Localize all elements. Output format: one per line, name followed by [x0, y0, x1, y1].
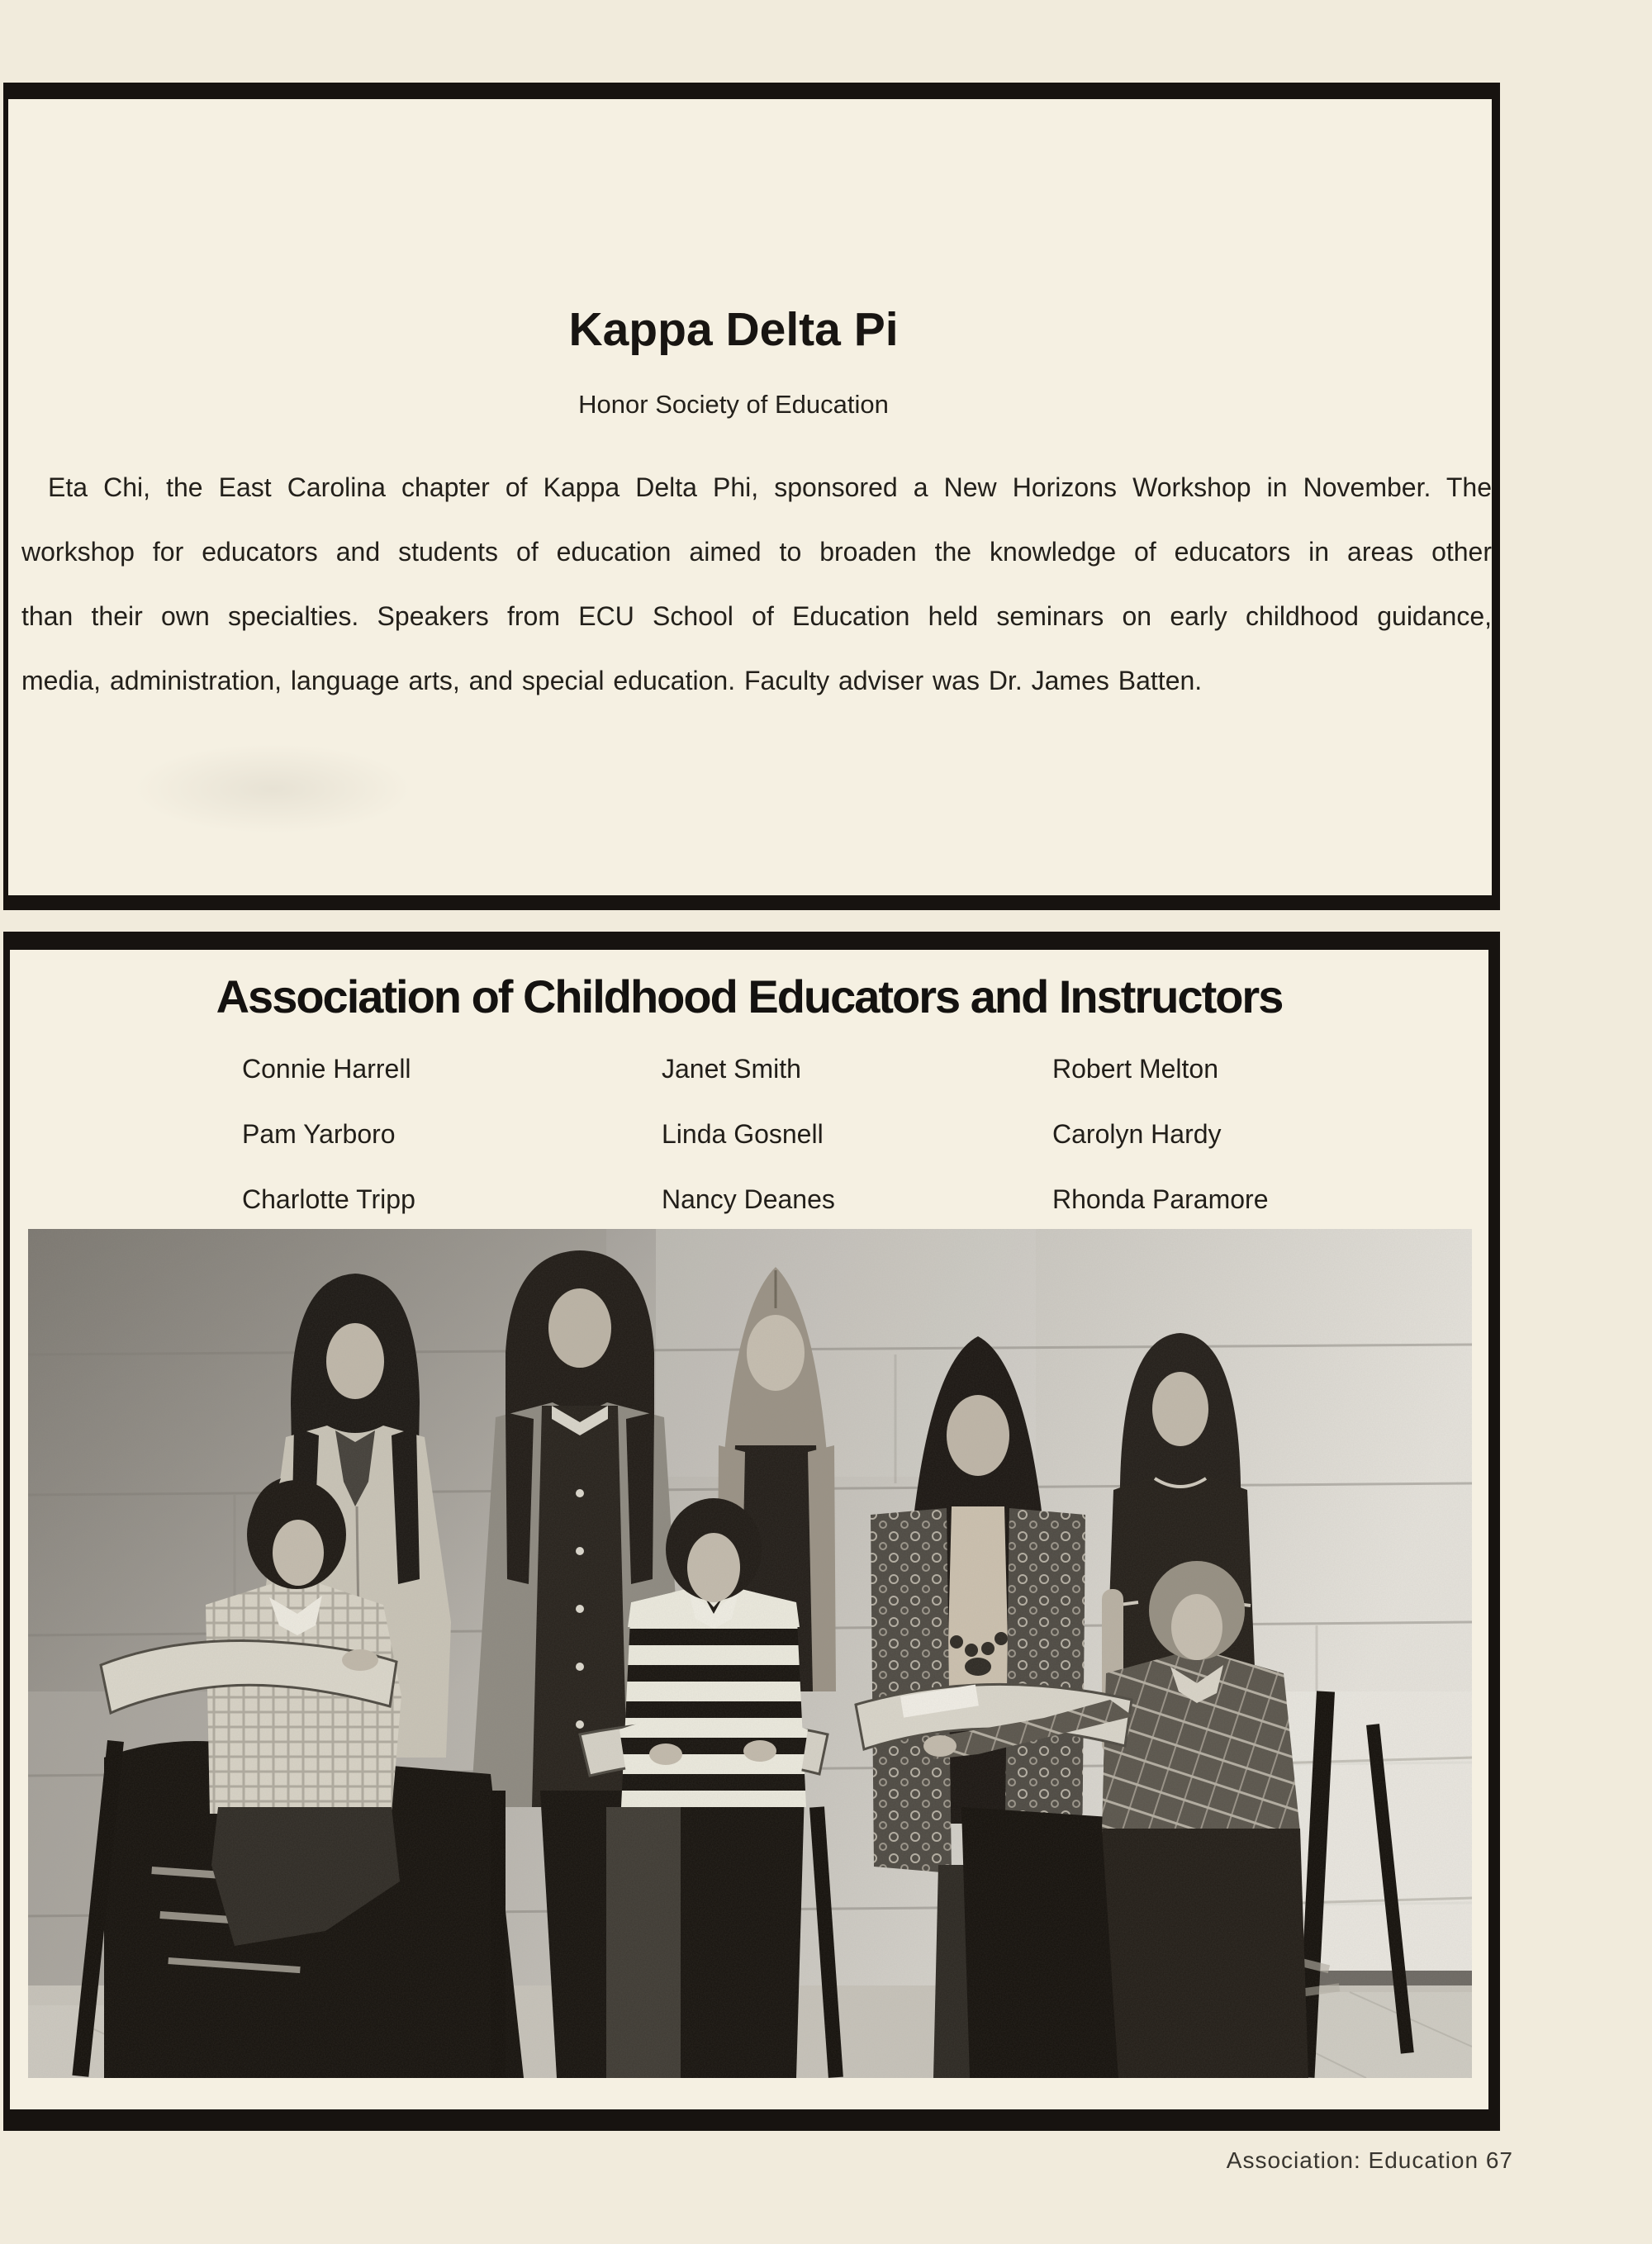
group-photo [28, 1229, 1472, 2078]
member-name: Janet Smith [662, 1054, 801, 1084]
body-line: Eta Chi, the East Carolina chapter of Kappa Delta Phi, sponsored a New Horizons Workshop in November. The [48, 472, 1492, 502]
member-name-list [242, 1054, 1268, 1250]
member-name: Carolyn Hardy [1052, 1119, 1222, 1149]
page-number: 67 [1485, 2147, 1513, 2173]
body-line: than their own specialties. Speakers from ECU School of Education held seminars on early childhood guidance, [21, 601, 1492, 631]
member-name: Charlotte Tripp [242, 1184, 415, 1214]
member-name: Pam Yarboro [242, 1119, 396, 1149]
member-name: Linda Gosnell [662, 1119, 824, 1149]
member-name: Connie Harrell [242, 1054, 411, 1084]
footer-label: Association: Education [1226, 2147, 1479, 2173]
page-footer [1227, 2147, 1513, 2174]
kappa-title: Kappa Delta Pi [568, 303, 899, 356]
photo-grain [28, 1229, 1472, 2078]
body-line: workshop for educators and students of education aimed to broaden the knowledge of educators in areas other [21, 537, 1492, 567]
member-name: Nancy Deanes [662, 1184, 835, 1214]
member-name: Rhonda Paramore [1052, 1184, 1269, 1214]
kappa-body-paragraph [21, 455, 1492, 713]
body-line: media, administration, language arts, and special education. Faculty adviser was Dr. James Batten. [21, 666, 1203, 695]
kappa-delta-pi-section [3, 83, 1500, 910]
group-photo-illustration [28, 1229, 1472, 2078]
member-name: Robert Melton [1052, 1054, 1218, 1084]
association-title: Association of Childhood Educators and Instructors [216, 970, 1283, 1022]
scan-smudge [132, 743, 413, 834]
kappa-subtitle: Honor Society of Education [578, 390, 889, 419]
